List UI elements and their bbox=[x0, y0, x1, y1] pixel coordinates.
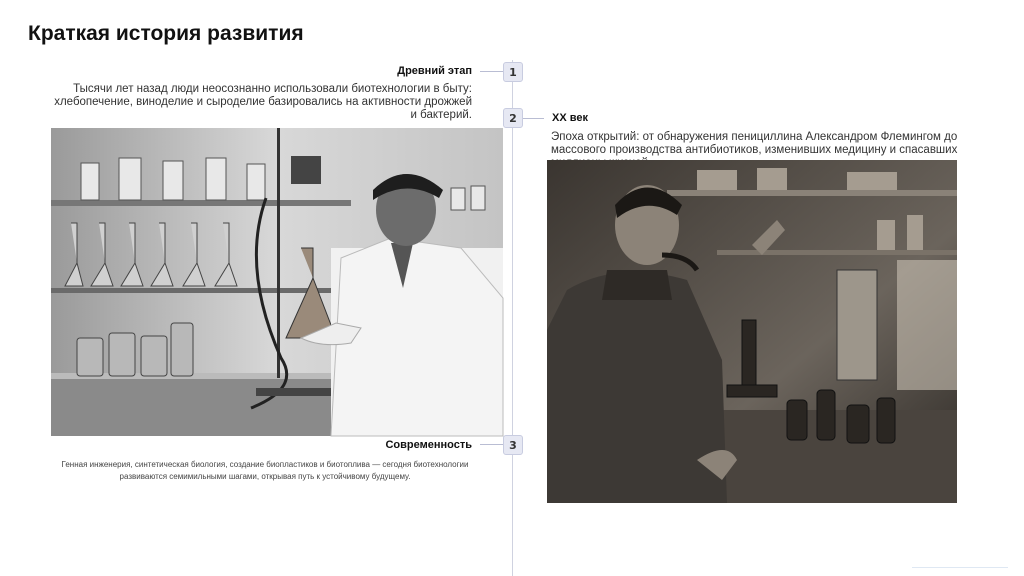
stage-1-text: Тысячи лет назад люди неосознанно использовали биотехнологии в быту: хлебопечение, виноделие и сыроделие базировались на активности дрожжей и бактерий. bbox=[54, 83, 472, 121]
lab-scientist-photo bbox=[51, 128, 503, 436]
connector-3 bbox=[480, 444, 504, 445]
stage-2-text: Эпоха открытий: от обнаружения пенициллина Александром Флемингом до массового производства антибиотиков, изменивших медицину и спасавших bbox=[551, 131, 958, 156]
stage-1-heading: Древний этап bbox=[397, 65, 472, 77]
stage-3-text: Генная инженерия, синтетическая биология, создание биопластиков и биотоплива — сегодня биотехнологии развиваются семимильными шагами, открывая путь к устойчивому будущему. bbox=[61, 460, 469, 481]
timeline-line bbox=[512, 60, 513, 576]
connector-2 bbox=[522, 118, 544, 119]
footer-divider bbox=[912, 567, 1008, 568]
timeline-marker-1: 1 bbox=[503, 62, 523, 82]
connector-1 bbox=[480, 71, 504, 72]
microscope-scientist-photo bbox=[547, 160, 957, 503]
timeline-marker-3: 3 bbox=[503, 435, 523, 455]
slide-title: Краткая история развития bbox=[28, 22, 304, 45]
stage-3-heading: Современность bbox=[385, 439, 472, 451]
timeline-marker-2: 2 bbox=[503, 108, 523, 128]
stage-2-heading: XX век bbox=[552, 112, 588, 124]
